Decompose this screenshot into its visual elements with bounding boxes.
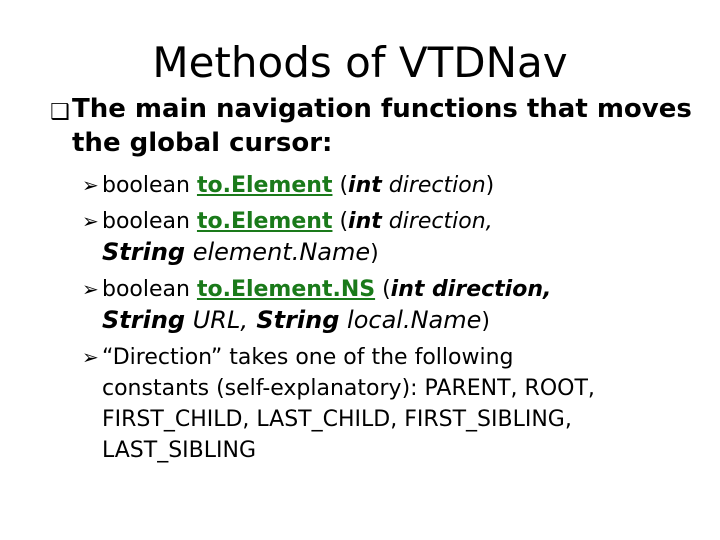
return-type: boolean [102, 277, 197, 302]
param-name: direction, [381, 209, 493, 234]
param-type: int [348, 209, 382, 234]
direction-note [82, 342, 682, 466]
arrow-bullet-icon: ➢ [82, 173, 99, 197]
direction-note-line: “Direction” takes one of the following [102, 345, 514, 370]
param-name: element.Name [185, 238, 371, 266]
method-name-link[interactable]: to.Element [196, 209, 333, 234]
direction-note-line: constants (self-explanatory): PARENT, ROOT, [102, 376, 595, 401]
method-name-link[interactable]: to.Element [196, 173, 333, 198]
arrow-bullet-icon: ➢ [82, 209, 99, 233]
param-type: int [348, 173, 382, 198]
param-name: direction, [424, 277, 552, 302]
return-type: boolean [102, 173, 197, 198]
method-item-2: ➢ boolean to.Element (int direction, String element.Name) [82, 206, 682, 269]
arrow-bullet-icon: ➢ [82, 345, 99, 369]
arrow-bullet-icon: ➢ [82, 277, 99, 301]
param-type: String [247, 306, 340, 334]
main-bullet-text: The main navigation functions that moves the global cursor: [72, 94, 692, 158]
slide-title: Methods of VTDNav [152, 38, 568, 87]
return-type: boolean [102, 209, 197, 234]
param-type: String [102, 238, 186, 266]
param-type: int [390, 277, 425, 302]
param-name: local.Name [339, 306, 482, 334]
method-item-3: ➢ boolean to.Element.NS (int direction, String URL, String local.Name) [82, 274, 682, 337]
param-type: String [102, 306, 186, 334]
param-name: URL, [185, 306, 248, 334]
direction-note-line: LAST_SIBLING [102, 438, 257, 463]
main-bullet [50, 92, 692, 160]
method-name-link[interactable]: to.Element.NS [196, 277, 376, 302]
direction-note-line: FIRST_CHILD, LAST_CHILD, FIRST_SIBLING, [102, 407, 572, 432]
checkbox-bullet-icon: ❑ [50, 100, 70, 125]
param-name: direction [381, 173, 486, 198]
method-item-1: ➢ boolean to.Element (int direction) [82, 170, 682, 201]
